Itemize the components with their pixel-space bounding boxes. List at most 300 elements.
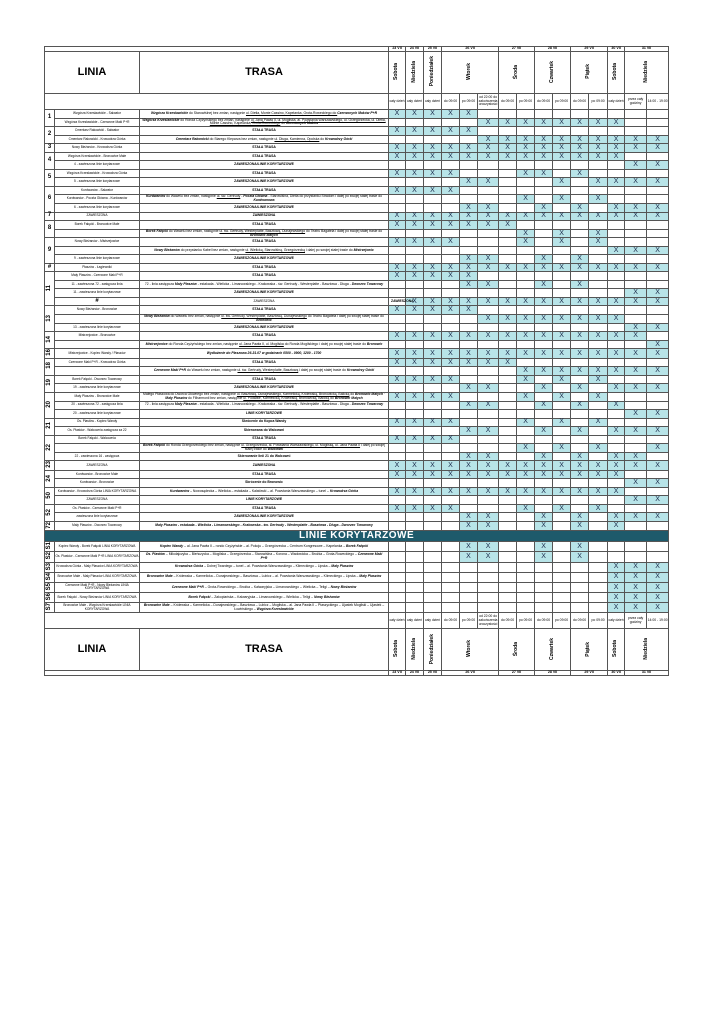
- service-mark: [424, 513, 442, 522]
- service-mark: [553, 110, 571, 119]
- service-mark: X: [424, 263, 442, 272]
- service-mark: [406, 255, 424, 264]
- route-status: ZAWIESZONA/LINIE KORYTARZOWE: [234, 204, 294, 209]
- service-mark: X: [442, 221, 460, 230]
- line-number-label: S4: [45, 572, 52, 581]
- service-mark: [553, 479, 571, 488]
- service-mark: [499, 392, 517, 401]
- route-name: Wzgórza Krzesławickie - Czerwone Maki P+R: [55, 118, 140, 127]
- service-mark: X: [389, 418, 406, 427]
- table-row: [45, 603, 669, 613]
- service-mark: X: [535, 212, 553, 221]
- service-mark: X: [535, 521, 553, 530]
- service-mark: [535, 572, 553, 582]
- route-stop: Mały Płaszów - estakada - Wielicka - Limanowskiego - Krakowska - św. Gertrudy - Westerplatte - Basztowa - Długa - Dworzec Towarowy: [155, 523, 373, 528]
- service-mark: X: [553, 229, 571, 238]
- service-mark: X: [535, 280, 553, 289]
- service-mark: X: [424, 349, 442, 358]
- service-mark: X: [442, 435, 460, 444]
- service-mark: X: [535, 401, 553, 410]
- service-mark: X: [460, 255, 478, 264]
- blank-cell: [45, 613, 389, 629]
- service-mark: [517, 562, 535, 572]
- service-mark: [424, 195, 442, 204]
- route-name: Cmentarz Rakowicki - Salwator: [55, 127, 140, 136]
- route-stop: Nowy Bieżanów: [144, 313, 170, 318]
- service-mark: [553, 593, 571, 603]
- table-row: [45, 118, 669, 127]
- service-mark: X: [460, 552, 478, 562]
- route-description: [140, 127, 389, 136]
- service-mark: [608, 306, 625, 315]
- service-mark: [478, 392, 499, 401]
- route-stop: Krowodrza Górka: [329, 488, 359, 493]
- line-number: 8: [45, 221, 55, 238]
- slot-cell: przez cały godziny: [625, 94, 647, 110]
- service-mark: [517, 427, 535, 436]
- service-mark: [589, 255, 608, 264]
- route-description: [140, 323, 389, 332]
- service-mark: X: [478, 521, 499, 530]
- service-mark: [517, 384, 535, 393]
- service-mark: X: [478, 221, 499, 230]
- slot-cell: po 09:00: [517, 613, 535, 629]
- route-stop: Krowodrza Górka: [174, 564, 204, 569]
- service-mark: [589, 479, 608, 488]
- route-text: – al. Jana Pawła II – rondo Czyżyńskie – al. Pokoju – Grzegórzecka – Centrum Kongresowe – Kapelanka –: [183, 543, 347, 548]
- line-number-label: S2: [45, 552, 52, 560]
- service-mark: [535, 410, 553, 419]
- service-mark: [442, 289, 460, 298]
- route-description: [140, 452, 389, 461]
- service-mark: X: [625, 427, 647, 436]
- service-mark: X: [535, 367, 553, 376]
- route-description: [140, 410, 389, 419]
- route-name: Mały Płaszów - Dworzec Towarowy: [55, 521, 140, 530]
- service-mark: X: [608, 401, 625, 410]
- service-mark: X: [517, 212, 535, 221]
- service-mark: X: [517, 314, 535, 323]
- line-number: [45, 332, 55, 349]
- route-name: Czerwone Maki P+R - Krowodrza Górka: [55, 358, 140, 367]
- date-cell: 31 VII: [625, 47, 669, 52]
- service-mark: X: [608, 152, 625, 161]
- line-number: [45, 593, 55, 603]
- service-mark: X: [608, 212, 625, 221]
- service-mark: X: [553, 212, 571, 221]
- service-mark: X: [442, 487, 460, 496]
- route-description: [140, 504, 389, 513]
- service-mark: [406, 427, 424, 436]
- service-mark: [442, 204, 460, 213]
- service-mark: X: [553, 487, 571, 496]
- table-row: [45, 470, 669, 479]
- service-mark: [517, 452, 535, 461]
- service-mark: X: [460, 263, 478, 272]
- service-mark: [478, 110, 499, 119]
- service-mark: [553, 272, 571, 281]
- route-description: [140, 280, 389, 289]
- service-mark: X: [460, 306, 478, 315]
- service-mark: [424, 314, 442, 323]
- service-mark: [389, 204, 406, 213]
- service-mark: [460, 229, 478, 238]
- service-mark: [517, 513, 535, 522]
- table-row: [45, 195, 669, 204]
- route-name: zawieszona linie korytarzowe: [55, 513, 140, 522]
- service-mark: X: [406, 392, 424, 401]
- service-mark: X: [478, 135, 499, 144]
- service-mark: X: [647, 562, 669, 572]
- service-mark: [589, 603, 608, 613]
- service-mark: X: [589, 504, 608, 513]
- route-stop: Nowy Bieżanów: [314, 594, 340, 599]
- service-mark: [389, 255, 406, 264]
- table-row: [45, 496, 669, 505]
- service-mark: X: [389, 110, 406, 119]
- line-number-label: 24: [45, 474, 52, 482]
- service-mark: [460, 582, 478, 592]
- service-mark: [625, 195, 647, 204]
- service-mark: X: [589, 118, 608, 127]
- service-mark: X: [499, 152, 517, 161]
- service-mark: X: [478, 204, 499, 213]
- route-streets: ul. Dietla, Monte Cassino, Kapelanka, Grota-Roweckiego do: [245, 110, 338, 115]
- route-name: [55, 444, 140, 453]
- service-mark: X: [406, 461, 424, 470]
- day-label: Wtorek: [466, 63, 473, 81]
- dates-row: [45, 671, 669, 676]
- line-number: 9: [45, 238, 55, 264]
- slot-cell: cały dzień: [389, 613, 406, 629]
- service-mark: [499, 452, 517, 461]
- service-mark: [625, 435, 647, 444]
- service-mark: X: [589, 367, 608, 376]
- route-status: ZAWIESZONA/LINIE KORYTARZOWE: [234, 385, 294, 390]
- service-mark: X: [406, 504, 424, 513]
- service-mark: X: [608, 246, 625, 255]
- route-name: Nowy Bieżanów - Krowodrza Górka: [55, 144, 140, 153]
- service-mark: [499, 435, 517, 444]
- service-mark: X: [647, 135, 669, 144]
- service-mark: X: [460, 178, 478, 187]
- service-mark: X: [442, 272, 460, 281]
- route-stop: Kurdwanowa: [253, 198, 275, 203]
- table-row: [45, 531, 669, 542]
- route-streets: ul. św. Gertrudy: [216, 194, 241, 199]
- slot-cell: po 09:00: [589, 94, 608, 110]
- route-text: - estakada - Wielicka - Limanowskiego - Krakowska - św. Gertrudy - Westerplatte - Basztowa - Długa -: [196, 281, 352, 286]
- service-mark: [442, 178, 460, 187]
- service-mark: [424, 401, 442, 410]
- service-mark: X: [608, 332, 625, 341]
- route-name: 6 - zawieszona linie korytarzowe: [55, 204, 140, 213]
- route-text: do Wawelu bez zmian, następnie: [165, 194, 217, 199]
- route-stop: Walcowni: [267, 446, 284, 451]
- service-mark: [478, 504, 499, 513]
- route-name: [55, 340, 140, 349]
- service-mark: X: [478, 280, 499, 289]
- service-mark: [517, 161, 535, 170]
- service-mark: [442, 314, 460, 323]
- service-mark: X: [625, 178, 647, 187]
- service-mark: X: [424, 461, 442, 470]
- day-label: Sobota: [612, 640, 619, 658]
- table-row: [45, 552, 669, 562]
- service-mark: [424, 204, 442, 213]
- service-mark: [553, 452, 571, 461]
- service-mark: [460, 186, 478, 195]
- service-mark: [478, 169, 499, 178]
- table-row: [45, 332, 669, 341]
- service-mark: [647, 238, 669, 247]
- service-mark: [535, 358, 553, 367]
- timetable: [44, 46, 668, 676]
- service-mark: X: [478, 255, 499, 264]
- table-row: [45, 144, 669, 153]
- service-mark: [647, 435, 669, 444]
- route-description: [140, 178, 389, 187]
- service-mark: X: [625, 410, 647, 419]
- service-mark: X: [589, 444, 608, 453]
- service-mark: X: [460, 384, 478, 393]
- route-stop: Bronowic Małych: [355, 391, 383, 396]
- service-mark: [442, 603, 460, 613]
- service-mark: X: [424, 418, 442, 427]
- service-mark: [389, 367, 406, 376]
- service-mark: X: [460, 513, 478, 522]
- route-streets: ul. Wielicką, Starowiślną, Grzegórzecką: [245, 247, 305, 252]
- service-mark: [478, 418, 499, 427]
- service-mark: X: [589, 229, 608, 238]
- corner-cell: [45, 671, 389, 676]
- line-number: 6: [45, 186, 55, 212]
- service-mark: [535, 178, 553, 187]
- service-mark: [499, 323, 517, 332]
- service-mark: [442, 229, 460, 238]
- service-mark: [478, 340, 499, 349]
- route-name: ZAWIESZONA: [55, 461, 140, 470]
- service-mark: [460, 572, 478, 582]
- service-mark: [647, 272, 669, 281]
- service-mark: [571, 418, 589, 427]
- route-stop: Czerwonych Maków P+R: [337, 110, 378, 115]
- route-name: 22 - zawieszona 16 - zastępcza: [55, 452, 140, 461]
- service-mark: [625, 444, 647, 453]
- service-mark: [460, 118, 478, 127]
- service-mark: X: [478, 332, 499, 341]
- service-mark: [535, 603, 553, 613]
- service-mark: X: [571, 152, 589, 161]
- service-mark: [424, 593, 442, 603]
- route-stop: Bronowic Małych: [334, 395, 363, 400]
- route-status: STAŁA TRASA: [252, 307, 276, 312]
- route-status: STAŁA TRASA: [252, 239, 276, 244]
- service-mark: X: [424, 144, 442, 153]
- service-mark: X: [442, 461, 460, 470]
- service-mark: [406, 195, 424, 204]
- service-mark: X: [571, 280, 589, 289]
- service-mark: X: [442, 127, 460, 136]
- service-mark: [625, 118, 647, 127]
- service-mark: [424, 427, 442, 436]
- route-status: STAŁA TRASA: [252, 145, 276, 150]
- route-stop: Mały Płaszów: [331, 564, 354, 569]
- route-streets: ul. św. Gertrudy, Westerplatte, Basztową, Dunajewskiego: [219, 228, 306, 233]
- route-name: Borek Fałęcki - Bronowice Małe: [55, 221, 140, 230]
- route-description: [140, 392, 389, 401]
- service-mark: X: [424, 470, 442, 479]
- service-mark: [608, 552, 625, 562]
- route-stop: Czerwonych Maków: [285, 121, 319, 126]
- service-mark: X: [406, 470, 424, 479]
- slot-cell: po 09:00: [460, 613, 478, 629]
- service-mark: X: [460, 349, 478, 358]
- route-description: [140, 358, 389, 367]
- service-mark: X: [625, 593, 647, 603]
- service-mark: [571, 496, 589, 505]
- service-mark: [517, 246, 535, 255]
- service-mark: [589, 452, 608, 461]
- service-mark: X: [406, 152, 424, 161]
- service-mark: [625, 229, 647, 238]
- slot-cell: po 09:00: [553, 613, 571, 629]
- service-mark: [647, 169, 669, 178]
- service-mark: [625, 221, 647, 230]
- service-mark: [406, 246, 424, 255]
- service-mark: X: [478, 358, 499, 367]
- service-mark: [589, 323, 608, 332]
- service-mark: [460, 169, 478, 178]
- service-mark: [589, 340, 608, 349]
- service-mark: [571, 229, 589, 238]
- service-mark: [625, 487, 647, 496]
- service-mark: X: [647, 572, 669, 582]
- line-number: 4: [45, 152, 55, 169]
- service-mark: [625, 272, 647, 281]
- route-text: - Starowiślna, Dietla do przystanku Stradom i dalej po swojej stałej trasie do: [267, 194, 383, 199]
- service-mark: X: [442, 186, 460, 195]
- service-mark: X: [608, 263, 625, 272]
- service-mark: [571, 221, 589, 230]
- service-mark: [389, 552, 406, 562]
- service-mark: [499, 238, 517, 247]
- service-mark: [442, 593, 460, 603]
- service-mark: [553, 496, 571, 505]
- service-mark: X: [608, 572, 625, 582]
- route-name: 20 - zawieszona linie korytarzowe: [55, 410, 140, 419]
- service-mark: [406, 552, 424, 562]
- service-mark: [442, 118, 460, 127]
- service-mark: [499, 375, 517, 384]
- service-mark: X: [571, 297, 589, 306]
- route-stop: Czerwone Maki P+R: [260, 552, 383, 561]
- service-mark: [608, 255, 625, 264]
- service-mark: X: [389, 186, 406, 195]
- day-cell: [608, 629, 625, 671]
- service-mark: [442, 161, 460, 170]
- route-description: [140, 289, 389, 298]
- route-text: - estakada - Wielicka - Limanowskiego - Krakowska - św. Gertrudy - Westerplatte - Basztowa - Długa -: [196, 402, 352, 407]
- service-mark: X: [535, 255, 553, 264]
- service-mark: [478, 127, 499, 136]
- service-mark: [625, 306, 647, 315]
- service-mark: X: [647, 461, 669, 470]
- service-mark: X: [499, 118, 517, 127]
- service-mark: X: [535, 152, 553, 161]
- route-name: Os. Piastów - Czerwone Maki P+R: [55, 504, 140, 513]
- route-text: 72 - linia zastępcza: [144, 281, 174, 286]
- service-mark: [647, 280, 669, 289]
- route-status: STAŁA TRASA: [252, 471, 276, 476]
- service-mark: X: [460, 272, 478, 281]
- service-mark: X: [647, 323, 669, 332]
- service-mark: [625, 375, 647, 384]
- route-stop: Mistrzejowic: [353, 247, 374, 252]
- service-mark: [424, 603, 442, 613]
- day-cell: [389, 52, 406, 94]
- service-mark: [389, 582, 406, 592]
- table-row: [45, 212, 669, 221]
- service-mark: [553, 401, 571, 410]
- service-mark: X: [553, 444, 571, 453]
- service-mark: X: [647, 427, 669, 436]
- service-mark: X: [442, 504, 460, 513]
- route-name: Kurdwanów - Bronowice Małe: [55, 470, 140, 479]
- service-mark: [442, 280, 460, 289]
- service-mark: [442, 444, 460, 453]
- service-mark: X: [424, 297, 442, 306]
- service-mark: [478, 572, 499, 582]
- service-mark: [553, 542, 571, 552]
- service-mark: [389, 246, 406, 255]
- service-mark: [424, 572, 442, 582]
- route-stop: Bronowic: [366, 341, 383, 346]
- days-row: [45, 629, 669, 671]
- service-mark: [608, 127, 625, 136]
- service-mark: [608, 358, 625, 367]
- linia-heading: LINIA: [45, 629, 140, 671]
- route-stop: Krowodrzy Górki: [346, 368, 375, 373]
- service-mark: [625, 314, 647, 323]
- service-mark: [424, 118, 442, 127]
- service-mark: [478, 306, 499, 315]
- table-row: [45, 135, 669, 144]
- service-mark: [389, 401, 406, 410]
- route-status: ZAWIESZONA/LINIE KORYTARZOWE: [234, 162, 294, 167]
- service-mark: [517, 204, 535, 213]
- route-description: [140, 272, 389, 281]
- route-description: [140, 444, 389, 453]
- service-mark: X: [608, 452, 625, 461]
- service-mark: [478, 246, 499, 255]
- service-mark: [535, 110, 553, 119]
- line-number: #: [55, 297, 140, 306]
- route-description: [389, 297, 414, 306]
- date-cell: 29 VII: [571, 671, 608, 676]
- service-mark: [625, 340, 647, 349]
- service-mark: X: [460, 204, 478, 213]
- service-mark: [499, 110, 517, 119]
- service-mark: [406, 444, 424, 453]
- service-mark: [499, 246, 517, 255]
- service-mark: [499, 513, 517, 522]
- route-description: [140, 513, 389, 522]
- service-mark: [647, 255, 669, 264]
- line-number: [45, 603, 55, 613]
- line-number-label: S7: [45, 603, 52, 611]
- service-mark: [517, 496, 535, 505]
